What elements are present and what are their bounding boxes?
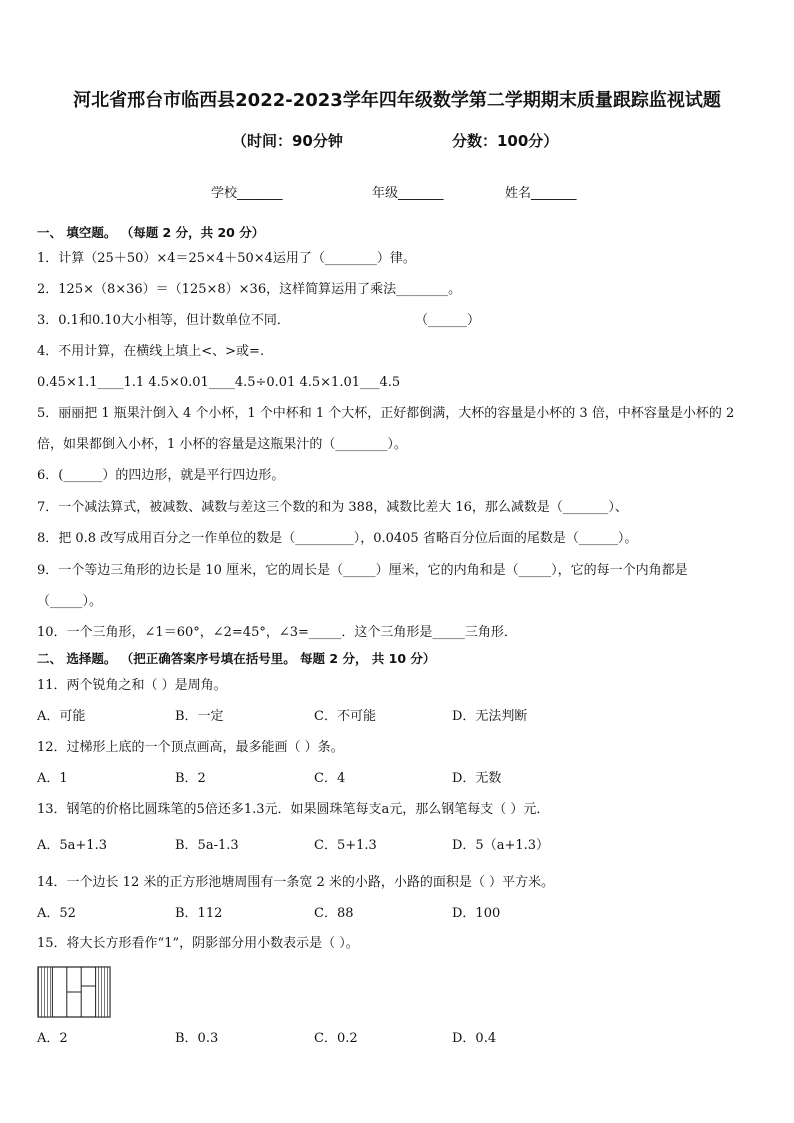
question-11: 11．两个锐角之和（ ）是周角。: [37, 678, 227, 693]
q15-option-a: A．2: [37, 1031, 68, 1046]
question-4-items: 0.45×1.1____1.1 4.5×0.01____4.5÷0.01 4.5×1.01___4.5: [37, 375, 401, 390]
q11-option-b: B．一定: [175, 709, 224, 724]
score-label: 分数：100分）: [452, 132, 559, 150]
question-5-line1: 5．丽丽把 1 瓶果汁倒入 4 个小杯，1 个中杯和 1 个大杯，正好都倒满，大杯的容量是小杯的 3 倍，中杯容量是小杯的 2: [37, 406, 735, 421]
shaded-rectangle-figure: [37, 966, 111, 1018]
question-1: 1．计算（25＋50）×4＝25×4＋50×4运用了（________）律。: [37, 251, 416, 266]
q14-option-b: B．112: [175, 906, 223, 921]
question-8: 8．把 0.8 改写成用百分之一作单位的数是（_________），0.0405 省略百分位后面的尾数是（______）。: [37, 531, 638, 546]
question-13: 13．钢笔的价格比圆珠笔的5倍还多1.3元．如果圆珠笔每支a元，那么钢笔每支（ ）元．: [37, 802, 550, 817]
q13-option-d: D．5（a+1.3）: [452, 838, 550, 853]
page-title: 河北省邢台市临西县2022-2023学年四年级数学第二学期期末质量跟踪监视试题: [73, 90, 721, 111]
question-10: 10．一个三角形，∠1＝60°，∠2=45°，∠3=_____．这个三角形是_____三角形．: [37, 625, 517, 640]
question-3-blank: （______）: [415, 313, 481, 328]
q14-option-d: D．100: [452, 906, 501, 921]
question-14: 14．一个边长 12 米的正方形池塘周围有一条宽 2 米的小路，小路的面积是（ ）平方米。: [37, 875, 555, 890]
q14-option-c: C．88: [314, 906, 354, 921]
q11-option-a: A．可能: [37, 709, 86, 724]
q15-option-c: C．0.2: [314, 1031, 358, 1046]
section-heading-choice: 二、 选择题。 （把正确答案序号填在括号里。 每题 2 分， 共 10 分）: [37, 651, 436, 666]
question-7: 7．一个减法算式，被减数、减数与差这三个数的和为 388，减数比差大 16，那么减数是（_______）、: [37, 500, 628, 515]
q15-option-d: D．0.4: [452, 1031, 497, 1046]
question-9-line2: （_____）。: [37, 594, 103, 609]
question-5-line2: 倍，如果都倒入小杯，1 小杯的容量是这瓶果汁的（________）。: [37, 437, 407, 452]
question-2: 2．125×（8×36）＝（125×8）×36，这样简算运用了乘法________。: [37, 282, 462, 297]
q14-option-a: A．52: [37, 906, 76, 921]
q13-option-c: C．5+1.3: [314, 838, 377, 853]
q15-option-b: B．0.3: [175, 1031, 219, 1046]
question-6: 6．(______）的四边形，就是平行四边形。: [37, 468, 285, 483]
question-15: 15．将大长方形看作“1”，阴影部分用小数表示是（ ）。: [37, 936, 359, 951]
school-field: 学校_______: [211, 186, 283, 201]
q13-option-a: A．5a+1.3: [37, 838, 107, 853]
q12-option-c: C．4: [314, 771, 346, 786]
figure-shaded-strip-2: [96, 967, 110, 1017]
q13-option-b: B．5a-1.3: [175, 838, 239, 853]
q12-option-d: D．无数: [452, 771, 502, 786]
question-12: 12．过梯形上底的一个顶点画高，最多能画（ ）条。: [37, 740, 344, 755]
question-3: 3．0.1和0.10大小相等，但计数单位不同．: [37, 313, 290, 328]
grade-field: 年级_______: [372, 186, 444, 201]
question-9-line1: 9．一个等边三角形的边长是 10 厘米，它的周长是（_____）厘米，它的内角和是（_____），它的每一个内角都是: [37, 563, 688, 578]
name-field: 姓名_______: [505, 186, 577, 201]
q12-option-a: A．1: [37, 771, 68, 786]
question-4: 4．不用计算，在横线上填上<、>或=.: [37, 344, 265, 359]
figure-shaded-strip-1: [38, 967, 52, 1017]
section-heading-fill: 一、 填空题。 （每题 2 分，共 20 分）: [37, 225, 265, 240]
time-label: （时间：90分钟: [232, 132, 343, 150]
q12-option-b: B．2: [175, 771, 206, 786]
q11-option-d: D．无法判断: [452, 709, 528, 724]
q11-option-c: C．不可能: [314, 709, 376, 724]
